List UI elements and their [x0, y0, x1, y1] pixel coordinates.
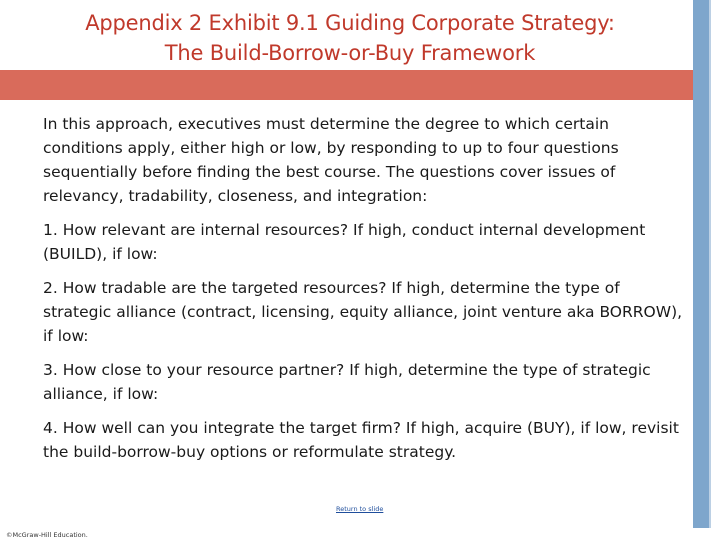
intro-paragraph: In this approach, executives must determine the degree to which certain conditions apply, either high or low, by responding to up to four questions sequentially before finding the best course. The questions cover issues of relevancy, tradability, closeness, and integration: [43, 115, 619, 205]
title-accent-bar [0, 70, 693, 100]
question-1: 1. How relevant are internal resources? If high, conduct internal development (BUILD), if low: [43, 221, 646, 263]
question-4: 4. How well can you integrate the target firm? If high, acquire (BUY), if low, revisit the build-borrow-buy options or reformulate strategy. [43, 419, 679, 461]
side-decor-bar-edge [709, 0, 711, 528]
slide-body [43, 112, 683, 474]
return-to-slide-link[interactable]: Return to slide [336, 505, 384, 513]
title-line-2: The Build-Borrow-or-Buy Framework [164, 41, 536, 65]
copyright-notice: ©McGraw-Hill Education. [6, 531, 88, 539]
title-line-1: Appendix 2 Exhibit 9.1 Guiding Corporate Strategy: [85, 11, 615, 35]
side-decor-bar [693, 0, 709, 528]
slide-title [20, 8, 680, 68]
question-3: 3. How close to your resource partner? If high, determine the type of strategic alliance, if low: [43, 361, 651, 403]
question-2: 2. How tradable are the targeted resources? If high, determine the type of strategic alliance (contract, licensing, equity alliance, joint venture aka BORROW), if low: [43, 279, 683, 345]
